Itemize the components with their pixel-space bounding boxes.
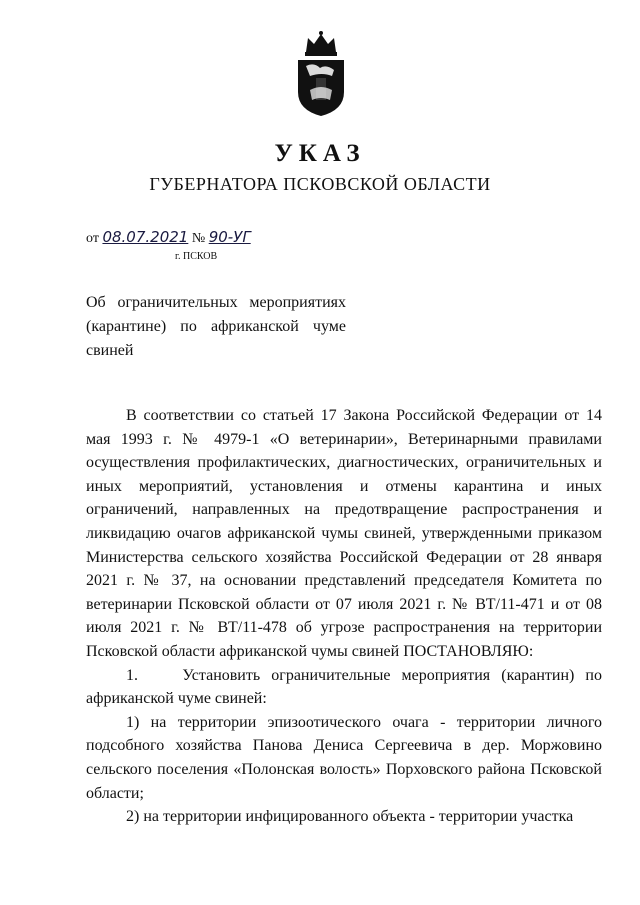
document-subtitle: ГУБЕРНАТОРА ПСКОВСКОЙ ОБЛАСТИ — [149, 174, 491, 194]
date-number-line — [86, 228, 251, 247]
item-1-paragraph: 1. Установить ограничительные мероприятия (карантин) по африканской чуме свиней: — [86, 666, 602, 708]
document-date: 08.07.2021 — [102, 228, 189, 246]
document-title: УКАЗ — [274, 140, 366, 167]
city-label: г. ПСКОВ — [175, 251, 218, 262]
pskov-coat-of-arms-icon — [292, 30, 350, 118]
document-body — [86, 404, 602, 829]
item-1-1-paragraph: 1) на территории эпизоотического очага - территории личного подсобного хозяйства Панова Дениса Сергеевича в дер. Моржовино сельского поселения «Полонская волость» Порховского района Псковской области; — [86, 713, 602, 802]
number-prefix: № — [191, 231, 206, 246]
item-1-2-paragraph: 2) на территории инфицированного объекта - территории участка — [126, 808, 574, 826]
document-number: 90-УГ — [208, 228, 251, 246]
document-heading: Об ограничительных мероприятиях (карантине) по африканской чуме свиней — [86, 294, 346, 359]
date-prefix: от — [86, 231, 99, 246]
preamble-paragraph: В соответствии со статьей 17 Закона Российской Федерации от 14 мая 1993 г. № 4979-1 «О ветеринарии», Ветеринарными правилами осуществления профилактических, диагностических, ограничительных и иных мероприятий, установления и отмены карантина и иных ограничений, направленных на предотвращение распространения и ликвидацию очагов африканской чумы свиней, утвержденными приказом Министерства сельского хозяйства Российской Федерации от 28 января 2021 г. № 37, на основании представлений председателя Комитета по ветеринарии Псковской области от 07 июля 2021 г. № ВТ/11-471 и от 08 июля 2021 г. № ВТ/11-478 об угрозе распространения на территории Псковской области африканской чумы свиней ПОСТАНОВЛЯЮ: — [86, 407, 602, 660]
